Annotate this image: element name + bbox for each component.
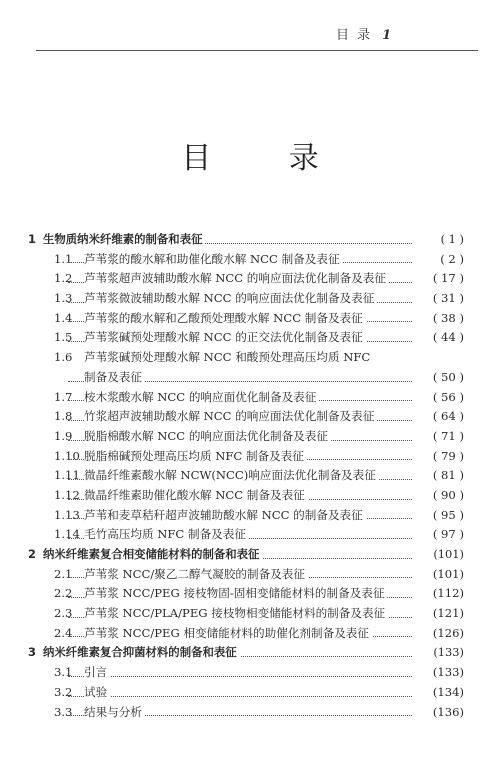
toc-entry-page: ( 95 ): [416, 506, 464, 526]
toc-entry-page: (126): [416, 624, 464, 644]
toc-entry-number: 2.3: [54, 606, 73, 621]
toc-entry-number: 1.3: [54, 291, 73, 306]
toc-entry-title: 毛竹高压均质 NFC 制备及表征: [84, 525, 249, 545]
toc-entry-number: 2: [28, 547, 36, 562]
toc-entry-title: 纳米纤维素复合相变储能材料的制备和表征: [43, 545, 262, 565]
toc-entry-number: 2.4: [54, 625, 73, 640]
toc-entry-page: ( 81 ): [416, 466, 464, 486]
toc-entry-number: 1.1: [54, 251, 73, 266]
toc-entry-title: 芦苇浆超声波辅助酸水解 NCC 的响应面法优化制备及表征: [84, 269, 389, 289]
toc-entry-number: 1.6: [54, 350, 73, 365]
header-rule: [36, 50, 478, 51]
toc-entry-title: 引言: [84, 663, 110, 683]
toc-entry-title: 芦苇浆的酸水解和助催化酸水解 NCC 制备及表征: [84, 250, 343, 270]
toc-entry-title: 生物质纳米纤维素的制备和表征: [43, 230, 205, 250]
toc-section-entry[interactable]: [28, 703, 464, 723]
toc-entry-title: 结果与分析: [84, 703, 145, 723]
toc-entry-page: ( 71 ): [416, 427, 464, 447]
toc-section-entry[interactable]: [28, 506, 464, 526]
toc-section-entry[interactable]: [28, 584, 464, 604]
toc-entry-page: ( 1 ): [416, 230, 464, 250]
toc-entry-title-continued: 制备及表征: [84, 368, 145, 388]
running-head: [336, 24, 476, 43]
toc-entry-page: ( 50 ): [416, 368, 464, 388]
toc-entry-page: (136): [416, 703, 464, 723]
toc-entry-title: 纳米纤维素复合抑菌材料的制备和表征: [43, 643, 240, 663]
toc-entry-title: 芦苇浆微波辅助酸水解 NCC 的响应面法优化制备及表征: [84, 289, 377, 309]
toc-entry-number: 1.5: [54, 330, 73, 345]
table-of-contents: [28, 230, 464, 722]
toc-entry-page: ( 56 ): [416, 388, 464, 408]
toc-entry-number: 1.11: [54, 468, 80, 483]
toc-section-entry[interactable]: [28, 348, 464, 387]
toc-section-entry[interactable]: [28, 466, 464, 486]
toc-entry-number: 2.1: [54, 566, 73, 581]
toc-entry-title: 芦苇和麦草秸秆超声波辅助酸水解 NCC 的制备及表征: [84, 506, 366, 526]
toc-entry-number: 1.12: [54, 487, 80, 502]
toc-entry-title: 微晶纤维素助催化酸水解 NCC 制备及表征: [84, 486, 308, 506]
toc-section-entry[interactable]: [28, 663, 464, 683]
toc-section-entry[interactable]: [28, 565, 464, 585]
toc-section-entry[interactable]: [28, 486, 464, 506]
toc-entry-page: (121): [416, 604, 464, 624]
toc-section-entry[interactable]: [28, 683, 464, 703]
toc-entry-page: ( 17 ): [416, 269, 464, 289]
toc-entry-page: (112): [416, 584, 464, 604]
toc-entry-title: 芦苇浆 NCC/PLA/PEG 接枝物相变储能材料的制备及表征: [84, 604, 388, 624]
toc-entry-number: 2.2: [54, 586, 73, 601]
toc-section-entry[interactable]: [28, 604, 464, 624]
toc-entry-title: 试验: [84, 683, 110, 703]
toc-entry-page: ( 79 ): [416, 447, 464, 467]
toc-entry-number: 1.8: [54, 409, 73, 424]
toc-section-entry[interactable]: [28, 427, 464, 447]
toc-entry-title: 芦苇浆的酸水解和乙酸预处理酸水解 NCC 制备及表征: [84, 309, 366, 329]
toc-entry-page: (101): [416, 565, 464, 585]
toc-entry-page: (133): [416, 663, 464, 683]
toc-chapter-entry[interactable]: [28, 643, 464, 663]
toc-entry-page: (101): [416, 545, 464, 565]
toc-entry-title: 竹浆超声波辅助酸水解 NCC 的响应面法优化制备及表征: [84, 407, 377, 427]
toc-entry-page: ( 31 ): [416, 289, 464, 309]
toc-entry-page: ( 97 ): [416, 525, 464, 545]
toc-section-entry[interactable]: [28, 525, 464, 545]
toc-section-entry[interactable]: [28, 624, 464, 644]
toc-section-entry[interactable]: [28, 309, 464, 329]
toc-entry-title: 微晶纤维素酸水解 NCW(NCC)响应面法优化制备及表征: [84, 466, 379, 486]
toc-entry-title: 芦苇浆 NCC/聚乙二醇气凝胶的制备及表征: [84, 565, 308, 585]
toc-entry-title: 芦苇浆 NCC/PEG 相变储能材料的助催化剂制备及表征: [84, 624, 372, 644]
toc-section-entry[interactable]: [28, 447, 464, 467]
toc-entry-page: (134): [416, 683, 464, 703]
running-head-title: 目 录: [336, 28, 373, 43]
toc-entry-number: 1.2: [54, 271, 73, 286]
toc-section-entry[interactable]: [28, 269, 464, 289]
toc-section-entry[interactable]: [28, 388, 464, 408]
page-title: 目 录: [181, 141, 353, 176]
toc-entry-title: 芦苇浆碱预处理酸水解 NCC 和酸预处理高压均质 NFC: [84, 348, 373, 368]
toc-entry-number: 1.7: [54, 389, 73, 404]
running-head-page-number: 1: [382, 28, 394, 43]
toc-entry-number: 1: [28, 232, 36, 246]
toc-chapter-entry[interactable]: [28, 545, 464, 565]
toc-entry-page: ( 44 ): [416, 328, 464, 348]
toc-entry-title: 芦苇浆碱预处理酸水解 NCC 的正交法优化制备及表征: [84, 328, 366, 348]
toc-entry-title: 桉木浆酸水解 NCC 的响应面优化制备及表征: [84, 388, 319, 408]
toc-entry-number: 1.4: [54, 310, 73, 325]
toc-entry-number: 3.1: [54, 665, 73, 680]
toc-entry-title: 脱脂棉酸水解 NCC 的响应面法优化制备及表征: [84, 427, 331, 447]
dot-leader: [68, 676, 412, 677]
toc-entry-page: ( 2 ): [416, 250, 464, 270]
toc-section-entry[interactable]: [28, 250, 464, 270]
toc-entry-number: 1.13: [54, 507, 80, 522]
toc-entry-number: 3: [28, 645, 36, 660]
toc-section-entry[interactable]: [28, 407, 464, 427]
toc-entry-number: 1.9: [54, 428, 73, 443]
toc-entry-number: 3.2: [54, 684, 73, 699]
toc-entry-title: 脱脂棉碱预处理高压均质 NFC 制备及表征: [84, 447, 307, 467]
toc-entry-page: ( 38 ): [416, 309, 464, 329]
toc-entry-page: ( 64 ): [416, 407, 464, 427]
toc-chapter-entry[interactable]: [28, 230, 464, 250]
toc-entry-page: (133): [416, 643, 464, 663]
dot-leader: [68, 696, 412, 697]
toc-entry-number: 1.14: [54, 527, 80, 542]
toc-section-entry[interactable]: [28, 289, 464, 309]
toc-entry-page: ( 90 ): [416, 486, 464, 506]
toc-entry-number: 3.3: [54, 704, 73, 719]
toc-section-entry[interactable]: [28, 328, 464, 348]
toc-entry-number: 1.10: [54, 448, 80, 463]
toc-entry-title: 芦苇浆 NCC/PEG 接枝物固-固相变储能材料的制备及表征: [84, 584, 387, 604]
